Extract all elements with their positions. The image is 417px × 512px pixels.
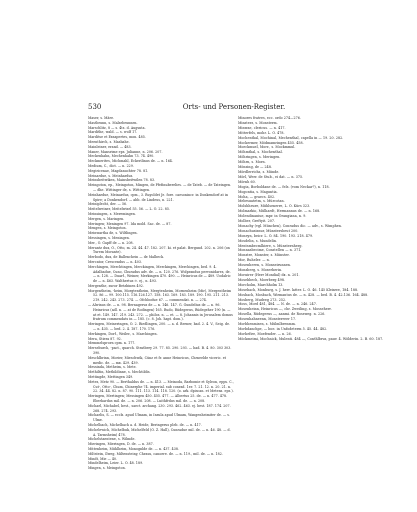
index-entry: Meinsbeitwiken, Mainsbeitwilen 78. 83. [88, 178, 156, 183]
index-entry: Morcholm, Marchholm 13. [238, 282, 284, 287]
index-entry: Meschlbrinn, Morier, Mieschwik, Cünz et fr. anne Heinricus, Chrneelde viceric. et medic. de. — mx. 429. 439. [88, 355, 227, 365]
index-entry: Memmelsprorn cpm. n. 177. [88, 341, 136, 346]
index-entry: Mosebach, Monburg, s. J. herr. latter. L. O. 46. 145 Kleinwe, 184. 188. [238, 287, 359, 292]
index-entry: Morbdanchpe, — boe. in Unfodeterm 5. 45. 44. 482. [238, 326, 328, 331]
index-entry: Meenthirch, s. Masbahe. [88, 139, 130, 144]
index-entry: Messingen, s. Meningen. [88, 235, 130, 240]
index-entry: Meckmerites, Michmahl, Eckerilinus de. — n. 164. [88, 159, 173, 164]
index-entry: Moeckmuel, Morr., s. Mockmmul. [238, 145, 296, 150]
index-entry: Monstre, Monster, s. Münster. [238, 253, 290, 258]
index-entry: Mingen, s. Meingoton. [88, 466, 126, 471]
index-entry: Mettingde, Mettingen 349. [88, 375, 134, 380]
index-entry: Mengen, s. Meingoton. [88, 226, 127, 231]
index-entry: Meringen, Meineringen, O. 2. Riedlingen, 200. — a. d. Berner, bad. 2. 4. V., Seig. de. — n. 435. — bed. 2. 4. 187. 170. 176. [88, 322, 231, 332]
index-entry: Meinsingen, s. Meremingen. [88, 211, 136, 216]
index-entry: Mosberg, Mudeeg 273. 252. [238, 297, 287, 302]
index-entry: Morgentheim, -heim, Morgtentheim, Mergtenheim, Mornenheim (Mir), Mergentheim 52. 86 — 99. 100.115. 116.126.127. 158. 163. 169. 183. 189. 190. 195. 211. 213. 219. 242. 243. 273. 274. — Ofchbodue 67. — commendat. n. — 274. [88, 288, 232, 303]
index-entry: Mockermer, Mödmamringen 455. 458. [238, 140, 304, 145]
index-entry: Meringen; Meningen 97. Ida mold. Sac. de. — 87. [88, 221, 172, 226]
index-entry: Michaelis, S. — eccls. apud Ulmam, in Insula apud Ulmam, Wangenheimiter de. — s. Ulme. [88, 413, 231, 423]
index-entry: Monnasbecime, Constellen — n. 371. [238, 248, 302, 253]
index-entry: Merseburch, -pact., quarch. Stratbery 29. 77. 85. 290. 293. — bad. B. 4. 80. 303 303. 390. [88, 346, 232, 356]
page-header [88, 102, 380, 112]
page-number: 530 [88, 103, 102, 111]
index-entry: Michelstaentene, s. Wilmde. [88, 437, 136, 442]
index-entry: Medium, C., dict. — n. 229. [88, 163, 134, 168]
index-entry: Mochenthal, Mochinal, Mechenthal, capella in — 19. 20. 282. [238, 135, 344, 140]
index-entry: Mosebbech, Moerberg 498. [238, 277, 286, 282]
index-entry: Mardithe, wald. — s. wolf 17. [88, 130, 138, 135]
index-entry: Morhefire, Moefender. — n. 26. [238, 331, 292, 336]
index-entry: Monsberg, s. Moserherin. [238, 268, 283, 273]
index-entry: Mergenthe, suror Betzbinen 492. [88, 283, 144, 288]
index-entry: Mainleiner, erand. — 483. [88, 144, 132, 149]
index-entry: Mer., O. Gapff de — n. 208. [88, 240, 134, 245]
index-entry: Minores fratres, ecc. ordo 274—276. [238, 116, 301, 120]
index-entry: Mieringen, Mieringen, D. de. — n. 387. [88, 442, 154, 447]
index-entry: Molber, Greftyit. 207. [238, 219, 276, 224]
page-title: Orts- und Personen-Register. [182, 103, 286, 111]
index-entry: Mebrsuatetm, s. Mürcotan. [238, 199, 285, 204]
index-entry: Minwae, clericus. — n. 417. [238, 125, 286, 130]
index-entry: Mergen, s. Maringen. [88, 216, 125, 221]
index-entry: Moneyn, beicr. L. O. 84. 190. 193. 218. 479. [238, 233, 314, 238]
index-entry: Messinda, Metheim, s. Mete. [88, 365, 137, 370]
index-entry: Marschlitz, 8 — s. 4ts. d. Augusta. [88, 125, 146, 130]
index-entry: Merbodo, dux, de Ballenchein — de Malbeck. [88, 255, 165, 260]
index-entry: Monachy (vgl. München), Conradus dic. — adv., s. Wimphen. [238, 223, 342, 228]
right-index-column [238, 116, 384, 342]
index-entry: Molshheure, Mühlsenerre, L. O. Kürs 323. [238, 204, 311, 209]
index-entry: Merchingen, Merchtingen, Merckingen, Merckingen, Merchingen, bed. 9. 4. Adalbadue, Cuno, Churadus adv. de. — n. 120. 276. Wolprandus pervonidares, de. — n. 128. — Duarf., Weiner, Merkingen 470. 490. — Heinricus de — 489. Uodalric de — n. 463. Walthertus ℗. ej., n. 493. [88, 264, 231, 284]
index-entry: Morbhenmisen, s. Mülmlbrenmm. [238, 322, 296, 327]
index-entry: Mentsmbecmlhiere, s. Münsternherg. [238, 243, 303, 248]
index-entry: Mindelheim, Leier. L. O. 48. 189. [88, 461, 144, 466]
index-entry: Mercator, Crescendus — n. 403. [88, 259, 143, 264]
index-entry: Mindt, Mie — 40. [88, 456, 118, 461]
index-entry: Meinwartha de, s. Wiltlingen. [88, 231, 138, 236]
index-entry: Meiniplecht, der. — 56. [88, 202, 128, 207]
index-entry: Mosenheren, s. Monseirunnen. [238, 263, 292, 268]
index-entry: Meitelweiner, Meitelwisel 55. 56. — L. O. 22. 85. [88, 207, 171, 212]
index-entry: Mosdelin, s. Mundelin. [238, 238, 278, 243]
index-entry: Michelbach, Michelbach a. d. Heide, Beringerus pleb. de. — n. 417. [88, 423, 202, 427]
index-entry: Mera, Stiera 87. 92. [88, 336, 122, 341]
index-entry: Mor, Ruheler. — n. [238, 258, 270, 263]
index-entry: Miltstein, Ilweg, Miltensteiny, Chrasu, canoere. de. — n. 119., mil. de. — n. 182. [88, 451, 223, 456]
index-entry: Mitterfels, mohr. L. O. 478. [238, 130, 285, 135]
index-entry: Michael, Michabel, best., saect. archang. 230. 293. 462. 463. ej. best. 187. 174. 207. 268. 274. 293. [88, 403, 231, 413]
index-entry: Molendinaniue, mpr. in Orangiana, n. 9. [238, 214, 307, 219]
index-entry: Mörnh 60. [238, 179, 256, 184]
index-entry: Megiricenae, Magdanuchter 78. 81. [88, 168, 149, 173]
index-entry: Mastbrunn, s. Malsebrunnen. [88, 120, 138, 125]
index-entry: Mosella, Rüdegerus —, aanmi. de Rossweg. n. 226. [238, 312, 326, 317]
index-entry: Mosenhahneenn, Monsterreer 17. [238, 317, 297, 322]
index-entry: Mönsing, de — 248. [238, 165, 273, 170]
index-entry: Moruirer (Herr Mondial) dx. n. 201. [238, 273, 300, 277]
index-entry: Maser, s. Märe. [88, 116, 115, 120]
index-entry: Meingoton, ep., Meingoton, Mingen, de Pfefinuberelies. — de Tateb. — de Tateingen. — dhe. Wittinger de, s. Wittingen. [88, 183, 232, 192]
index-entry: Merkingen, Dorf., Weiler., s. Marchingen. [88, 331, 158, 336]
index-entry: Minsterz, s. Monsterm. [238, 120, 278, 125]
index-entry: Monachusisnur, Münstersbeut 200. [238, 228, 299, 233]
index-entry: Marditse et Exsapertes, mon. 485. [88, 135, 146, 140]
index-entry: Maner, Mansrime eps. Julianne, n. 206. 207. [88, 149, 163, 154]
index-entry: Merantz dux, O., Otto, m. 24. 44. 47. 182. 207. ki. et palat. Bergund. 202. n. 206 (on Turem Morante). [88, 245, 230, 255]
index-entry: Mogia, Borboldane de. — fels. (vom Neckar?), n. 118. [238, 184, 330, 189]
index-entry: Möhringen, s. Meringen. [238, 155, 281, 160]
index-entry: Meinardue, s. Meinhardus. [88, 173, 134, 178]
index-entry: Meringen, Mertingen; Messingen 450. 455. 477. — Albertus 25. de. — n. 477. 478. Eberhardus mil. de. — n. 206. 208. — Luithfrdus mil. de. — n. 208. [88, 394, 228, 404]
index-entry: Mörl, Werr. de Stub., ei dat. — n. 375. [238, 174, 304, 179]
index-entry: Meckenhahn, Mechenhahn 73. 74. 490. [88, 154, 155, 159]
index-entry: Moss, Mord 481, 484. — N. de. — n. 246. 247. [238, 302, 318, 307]
index-entry: Mosbach, Mosbach, Wirmantus de. — n. 428. — bed. B. 4. 42.136. 164. 488. [238, 292, 369, 297]
index-entry: Methiltin, Methildinne, s. Mechtildis. [88, 370, 151, 375]
index-entry: Mittenheim, Mühlheim, Monognlde de. — n. 437. 438. [88, 446, 180, 451]
index-entry: Moha, — graecs. 402. [238, 194, 276, 199]
left-index-column [88, 116, 234, 471]
index-entry: Michelewich, Michelbuk, Michelfeld (O. Z. Hall), Cunradue mil. de. — n. 46. 48. — d. A. Tarmsheim) 478. [88, 427, 231, 437]
index-entry: Möhmthal, s. Mochenthal. [238, 150, 283, 155]
index-entry: Meinhardue, Meinardus, cpm., 3. Ruyoldet Je. fore. caesonincr. in Donkendorf at in Spire; a Donkendorf. — abb. de Lindeus, n. 221. [88, 192, 229, 202]
index-entry: Mogontia, s. Maguntia. [238, 189, 278, 194]
index-entry: Molmarkio, Mülhardt, Hermannus de. — n. 168. [238, 209, 321, 214]
index-entry: Metes, Metz 90. — Berthaldus de. — n. 413. — Meinoda, Barbomie et Syleon, epps. C., Cut-, Otto-, Chum, Chinerphe 74. imperial. sub conrad. 1er. 7. 21. 12. n. 20. 21. n. 22. 34. 44. 82. n. 87. 90. 111. 113. 114. 118. 120. (o. ark. dpiscan. et Metens. eps.). [88, 379, 234, 394]
index-entry: Mosenheinn, Heinricus —, chr. Zweiling, s. Mosseherr. [238, 307, 332, 312]
index-entry: Möhrn, s. Morn. [238, 160, 266, 165]
index-entry: Möckmeimi, Mochnick, Mulenti. 484 —, Conthlbrus, pauv. 4. Wölderin. 2. B. 60. 187. [238, 336, 384, 341]
index-entry: — Alwinus de. — n. 98. Bernagerus de — n. 146. 147. G. Gundelius de — n. 96. Heinricus (adl. n. — at de Rodingen) 165. Rudo, Rüdegerus, Rüdegeher 190 (n. — at et. 149. 147. 219. 243. 272. — philos. n. — et. — 8. Johannis in Jerusalem domus fratrum commendats in — 185. (c. 8. Joh. hapt. dom.). [88, 303, 233, 322]
index-entry: Mördlerrichs, s. Münde. [238, 169, 280, 174]
